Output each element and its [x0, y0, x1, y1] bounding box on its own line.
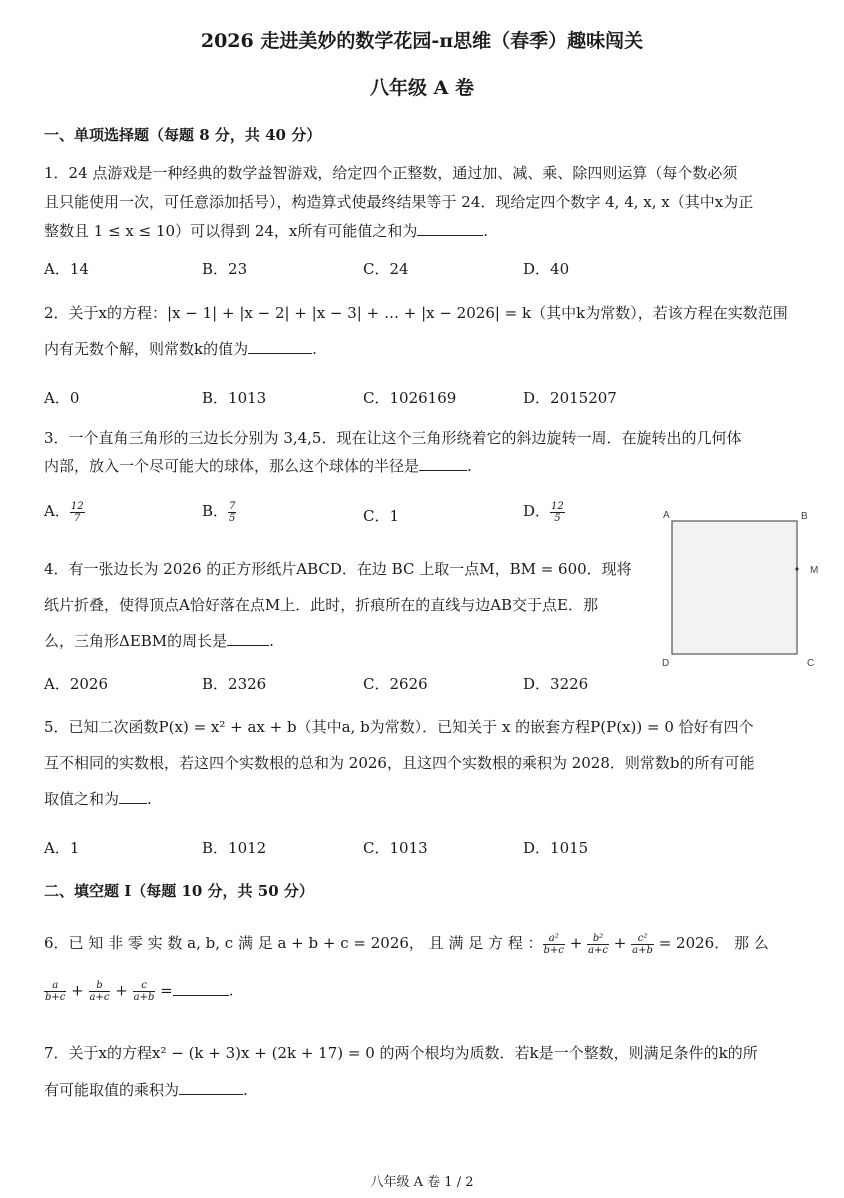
q5-option-a: A．1 — [44, 839, 80, 857]
label-c: C — [807, 658, 815, 669]
q1-line-1: 1．24 点游戏是一种经典的数学益智游戏，给定四个正整数，通过加、减、乘、除四则运算（每个数必须 — [44, 164, 738, 182]
q7-answer-blank — [179, 1080, 243, 1095]
q6-frac-b2: $\frac{\text{b²}}{a+c}$ — [588, 932, 609, 956]
q3-line-2: 内部，放入一个尽可能大的球体，那么这个球体的半径是 . — [44, 457, 472, 475]
q2-option-b: B．1013 — [202, 389, 267, 407]
section-heading-fill: 二、填空题 I（每题 10 分，共 50 分） — [44, 882, 314, 900]
q6-answer-blank — [173, 981, 229, 996]
section-heading-choice: 一、单项选择题（每题 8 分，共 40 分） — [44, 126, 322, 144]
q7-line-1: 7．关于x的方程x² − (k + 3)x + (2k + 17) = 0 的两个根均为质数．若k是一个整数，则满足条件的k的所 — [44, 1044, 758, 1062]
q5-answer-blank — [119, 789, 147, 804]
q5-option-b: B．1012 — [202, 839, 267, 857]
q2-option-d: D．2015207 — [523, 389, 617, 407]
q1-line-2: 且只能使用一次，可任意添加括号），构造算式使最终结果等于 24．现给定四个数字 4, 4, x, x（其中x为正 — [44, 193, 754, 211]
q1-option-c: C．24 — [363, 260, 409, 278]
q2-option-a: A．0 — [44, 389, 80, 407]
label-a: A — [663, 510, 670, 521]
q3-answer-blank — [419, 456, 467, 471]
square-abcd — [672, 521, 797, 654]
q3-option-c: C．1 — [363, 507, 400, 525]
label-m: M — [810, 565, 819, 576]
q4-line-1: 4．有一张边长为 2026 的正方形纸片ABCD．在边 BC 上取一点M，BM = 600．现将 — [44, 560, 632, 578]
q6-frac-c: $\frac{c}{a+b}$ — [133, 980, 155, 1003]
label-d: D — [662, 658, 670, 669]
square-figure — [660, 505, 830, 670]
q1-option-b: B．23 — [202, 260, 248, 278]
q6-frac-a2: $\frac{\text{a²}}{b+c}$ — [543, 932, 564, 956]
q1-answer-blank — [417, 221, 483, 236]
q2-line-2: 内有无数个解，则常数k的值为 . — [44, 340, 317, 358]
point-m-dot — [795, 567, 798, 570]
q2-answer-blank — [248, 339, 312, 354]
q6-frac-a: $\frac{a}{b+c}$ — [45, 980, 66, 1003]
q4-answer-blank — [227, 631, 269, 646]
q7-line-2: 有可能取值的乘积为 . — [44, 1081, 248, 1099]
q3-option-a-fraction: $\frac{12}{7}$ — [70, 500, 84, 524]
page-title: 2026 走进美妙的数学花园-π思维（春季）趣味闯关 — [200, 30, 644, 52]
q1-line-3: 整数且 1 ≤ x ≤ 10）可以得到 24，x所有可能值之和为 . — [44, 222, 489, 240]
q5-line-2: 互不相同的实数根，若这四个实数根的总和为 2026，且这四个实数根的乘积为 2028．则常数b的所有可能 — [44, 754, 755, 772]
q3-line-1: 3．一个直角三角形的三边长分别为 3,4,5．现在让这个三角形绕着它的斜边旋转一周．在旋转出的几何体 — [44, 429, 742, 447]
q5-line-3: 取值之和为 . — [44, 790, 152, 808]
q5-option-d: D．1015 — [523, 839, 589, 857]
q3-option-d: D． $\frac{12}{5}$ — [523, 500, 564, 524]
q4-option-d: D．3226 — [523, 675, 589, 693]
q3-option-b-fraction: $\frac{7}{5}$ — [229, 500, 236, 524]
q6-line-1: 6．已 知 非 零 实 数 a, b, c 满 足 a + b + c = 2026， 且 满 足 方 程 ： $\frac{\text{a²}}{b+c}$ + $\frac{\text{b²}}{a+c}$ + $\frac{\text{c²}}{a+b}$ = 2026． 那 么 — [44, 932, 769, 956]
q1-option-a: A．14 — [44, 260, 89, 278]
q3-option-a: A． $\frac{12}{7}$ — [44, 500, 84, 524]
page-footer: 八年级 A 卷 1 / 2 — [370, 1175, 474, 1190]
q5-option-c: C．1013 — [363, 839, 428, 857]
q6-frac-b: $\frac{b}{a+c}$ — [89, 980, 110, 1003]
page-subtitle: 八年级 A 卷 — [370, 77, 474, 99]
q1-option-d: D．40 — [523, 260, 570, 278]
label-b: B — [801, 511, 808, 522]
q3-option-d-fraction: $\frac{12}{5}$ — [551, 500, 564, 524]
q2-option-c: C．1026169 — [363, 389, 457, 407]
q4-option-b: B．2326 — [202, 675, 267, 693]
q5-line-1: 5．已知二次函数P(x) = x² + ax + b（其中a, b为常数）．已知关于 x 的嵌套方程P(P(x)) = 0 恰好有四个 — [44, 718, 754, 736]
q2-line-1: 2．关于x的方程：|x − 1| + |x − 2| + |x − 3| + … + |x − 2026| = k（其中k为常数），若该方程在实数范围 — [44, 304, 788, 322]
q4-line-2: 纸片折叠，使得顶点A恰好落在点M上．此时，折痕所在的直线与边AB交于点E．那 — [44, 596, 599, 614]
q3-option-b: B． $\frac{7}{5}$ — [202, 500, 236, 524]
q4-option-a: A．2026 — [44, 675, 109, 693]
q4-option-c: C．2626 — [363, 675, 428, 693]
q6-frac-c2: $\frac{\text{c²}}{a+b}$ — [632, 932, 653, 956]
q6-line-2: $\frac{a}{b+c}$ + $\frac{b}{a+c}$ + $\frac{c}{a+b}$ = . — [45, 980, 234, 1003]
q4-line-3: 么，三角形ΔEBM的周长是 . — [44, 632, 274, 650]
